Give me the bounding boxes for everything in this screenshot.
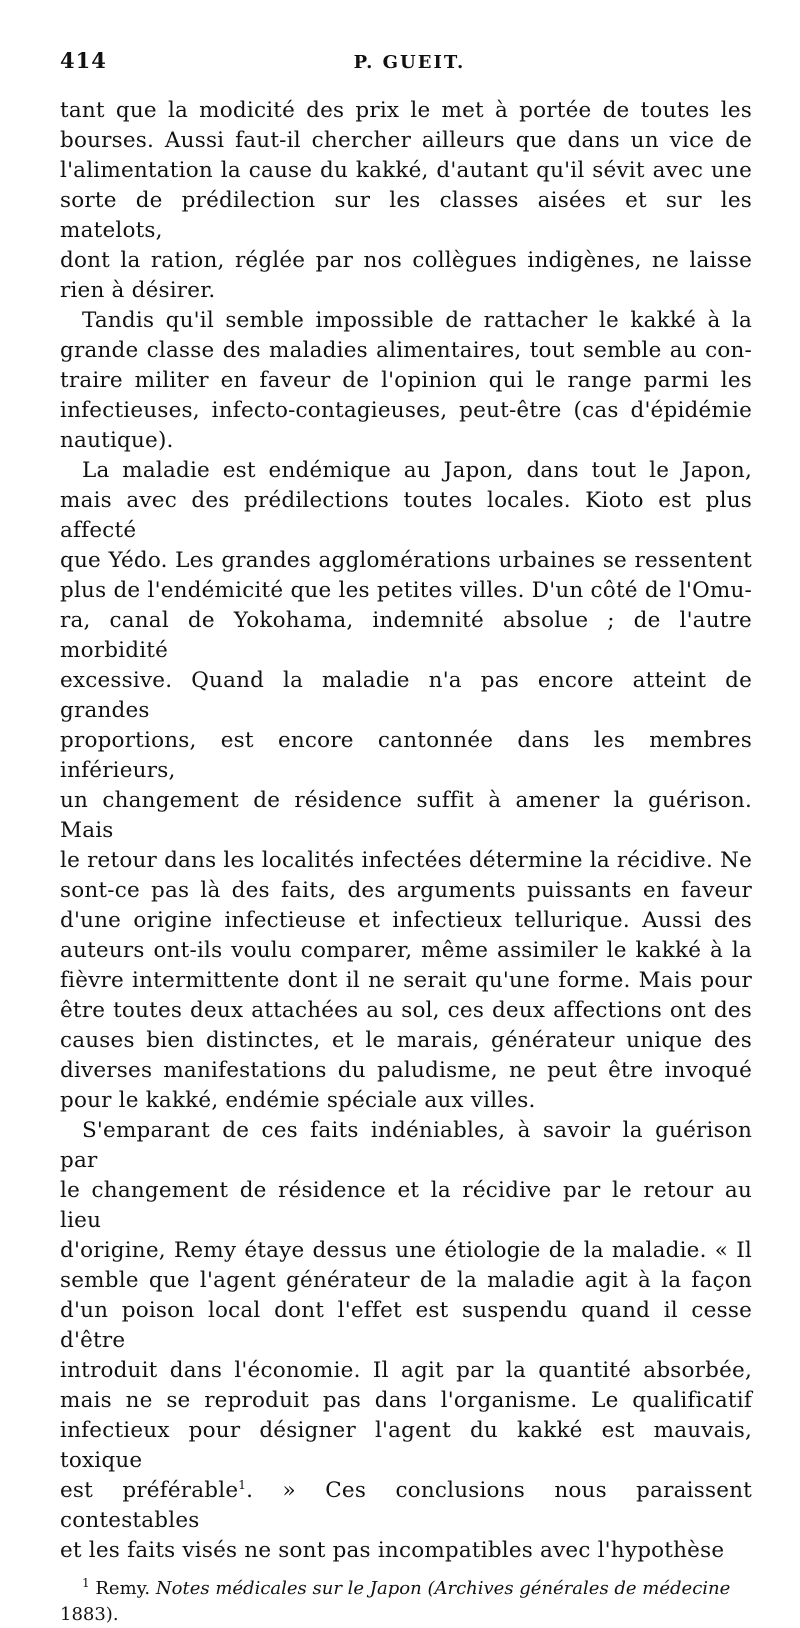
text-line: mais avec des prédilections toutes locales. Kioto est plus affecté <box>60 488 752 543</box>
text-line: d'un poison local dont l'effet est suspendu quand il cesse d'être <box>60 1298 752 1353</box>
text-line: rien à désirer. <box>60 278 216 303</box>
text-line: pour le kakké, endémie spéciale aux villes. <box>60 1088 536 1113</box>
text-line: plus de l'endémicité que les petites villes. D'un côté de l'Omu- <box>60 578 752 603</box>
paragraph <box>60 306 752 456</box>
text-line: tant que la modicité des prix le met à portée de toutes les <box>60 98 752 123</box>
text-line: que Yédo. Les grandes agglomérations urbaines se ressentent <box>60 548 752 573</box>
text-line: nautique). <box>60 428 174 453</box>
text-line: La maladie est endémique au Japon, dans tout le Japon, <box>82 458 752 483</box>
text-line: et les faits visés ne sont pas incompatibles avec l'hypothèse <box>60 1538 725 1563</box>
footnote-line: 1883). <box>60 1604 119 1625</box>
paragraph <box>60 456 752 1116</box>
text-line: d'une origine infectieuse et infectieux tellurique. Aussi des <box>60 908 752 933</box>
text-line: le changement de résidence et la récidive par le retour au lieu <box>60 1178 752 1233</box>
text-line: Tandis qu'il semble impossible de rattacher le kakké à la <box>82 308 752 333</box>
paragraph <box>60 1116 752 1566</box>
footnote-title: Notes médicales sur le Japon <box>155 1578 422 1599</box>
text-fragment: Ces conclusions nous paraissent contestables <box>60 1478 753 1533</box>
text-fragment: est préférable <box>60 1478 239 1503</box>
text-line: être toutes deux attachées au sol, ces deux affections ont des <box>60 998 752 1023</box>
text-line: auteurs ont-ils voulu comparer, même assimiler le kakké à la <box>60 938 752 963</box>
text-line: grande classe des maladies alimentaires, tout semble au con- <box>60 338 752 363</box>
text-line: traire militer en faveur de l'opinion qui le range parmi les <box>60 368 752 393</box>
body-text <box>60 96 752 1566</box>
running-head <box>60 48 752 88</box>
footnote-line <box>60 1576 752 1602</box>
text-line: dont la ration, réglée par nos collègues indigènes, ne laisse <box>60 248 752 273</box>
text-line: sont-ce pas là des faits, des arguments puissants en faveur <box>60 878 752 903</box>
text-line: sorte de prédilection sur les classes aisées et sur les matelots, <box>60 188 752 243</box>
text-line: est préférable$^1$. » Ces conclusions nous paraissent contestables <box>60 1477 753 1533</box>
footnote <box>60 1576 752 1628</box>
text-line: causes bien distinctes, et le marais, générateur unique des <box>60 1028 752 1053</box>
text-line: un changement de résidence suffit à amener la guérison. Mais <box>60 788 752 843</box>
paragraph <box>60 96 752 306</box>
text-line: semble que l'agent générateur de la maladie agit à la façon <box>60 1268 752 1293</box>
text-line: introduit dans l'économie. Il agit par la quantité absorbée, <box>60 1358 752 1383</box>
quote-close: » <box>282 1478 296 1503</box>
page-number: 414 <box>60 48 107 73</box>
text-line: l'alimentation la cause du kakké, d'autant qu'il sévit avec une <box>60 158 752 183</box>
text-line: bourses. Aussi faut-il chercher ailleurs que dans un vice de <box>60 128 752 153</box>
text-line: proportions, est encore cantonnée dans les membres inférieurs, <box>60 728 752 783</box>
running-title: P. GUEIT. <box>353 52 466 73</box>
text-line: mais ne se reproduit pas dans l'organisme. Le qualificatif <box>60 1388 752 1413</box>
footnote-number: 1 <box>82 1576 90 1590</box>
text-line: ra, canal de Yokohama, indemnité absolue ; de l'autre morbidité <box>60 608 752 663</box>
text-line: le retour dans les localités infectées détermine la récidive. Ne <box>60 848 752 873</box>
footnote-mark: 1 <box>238 1477 247 1492</box>
text-line: S'emparant de ces faits indéniables, à savoir la guérison par <box>60 1118 752 1173</box>
text-line: excessive. Quand la maladie n'a pas encore atteint de grandes <box>60 668 752 723</box>
text-line: infectieuses, infecto-contagieuses, peut-être (cas d'épidémie <box>60 398 752 423</box>
text-line: d'origine, Remy étaye dessus une étiologie de la maladie. « Il <box>60 1238 752 1263</box>
text-line: infectieux pour désigner l'agent du kakké est mauvais, toxique <box>60 1418 752 1473</box>
footnote-author: Remy. <box>95 1578 151 1599</box>
footnote-source: (Archives générales de médecine <box>427 1578 731 1599</box>
text-line: fièvre intermittente dont il ne serait qu'une forme. Mais pour <box>60 968 752 993</box>
text-line: diverses manifestations du paludisme, ne peut être invoqué <box>60 1058 752 1083</box>
